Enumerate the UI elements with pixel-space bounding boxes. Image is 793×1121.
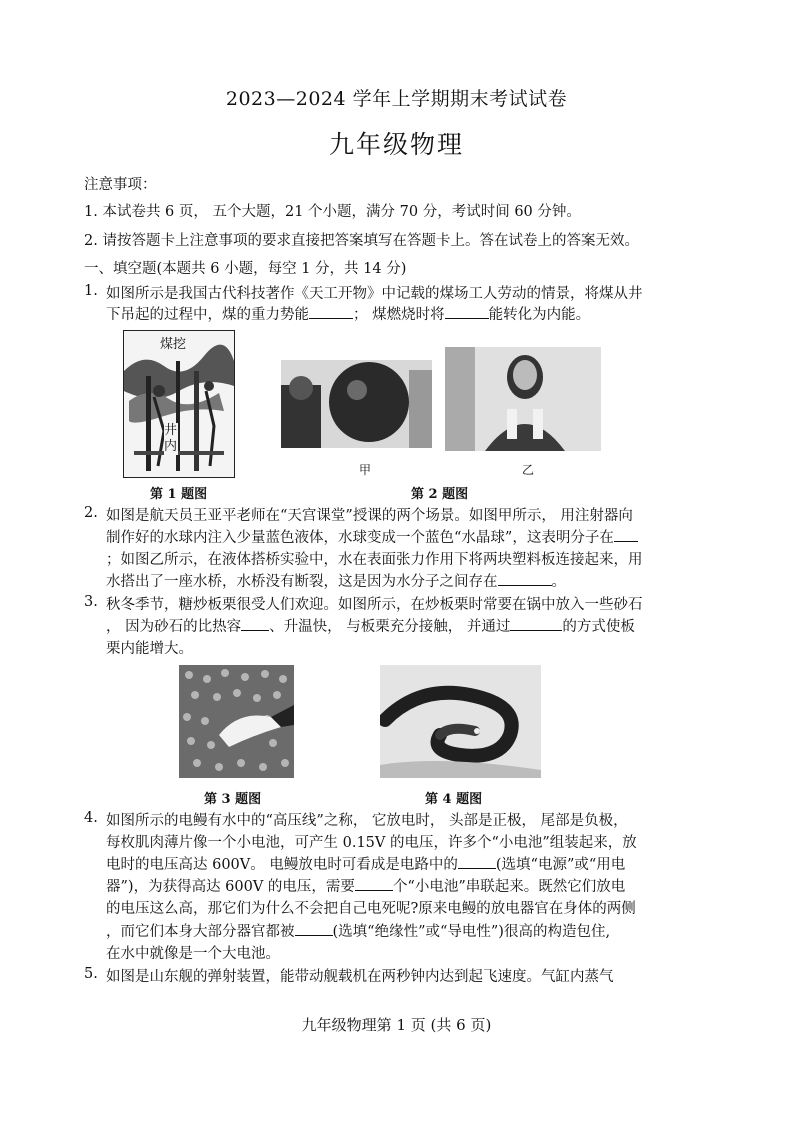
question-5-line-1: 如图是山东舰的弹射装置，能带动舰载机在两秒钟内达到起飞速度。气缸内蒸气 (106, 969, 614, 985)
water-ball-photo-icon (281, 360, 432, 448)
question-1-text-a: 下吊起的过程中，煤的重力势能 (106, 307, 309, 323)
answer-blank (295, 921, 333, 936)
figure-4-caption: 第 4 题图 (425, 792, 483, 807)
question-3-line-1: 秋冬季节，糖炒板栗很受人们欢迎。如图所示，在炒板栗时常要在锅中放入一些砂石 (106, 597, 643, 613)
question-2-line-1: 如图是航天员王亚平老师在“天宫课堂”授课的两个场景。如图甲所示， 用注射器向 (106, 508, 633, 524)
question-3-line-3: 栗内能增大。 (106, 641, 193, 657)
question-1-line-2 (106, 304, 590, 326)
question-4-text-a: 电时的电压高达 600V。 电鳗放电时可看成是电路中的 (106, 857, 458, 873)
question-number: 3. (84, 594, 98, 610)
electric-eel-photo-icon (380, 665, 541, 778)
question-4-text-c: 器”)，为获得高达 600V 的电压，需要 (106, 879, 355, 895)
question-3-text-c: 的方式使板 (562, 619, 635, 635)
question-number: 4. (84, 810, 98, 826)
question-1-line-1: 如图所示是我国古代科技著作《天工开物》中记载的煤场工人劳动的情景，将煤从井 (106, 286, 643, 302)
question-number: 2. (84, 505, 98, 521)
answer-blank (614, 527, 638, 542)
section-heading-fill-blank: 一、填空题(本题共 6 小题，每空 1 分，共 14 分) (84, 261, 407, 277)
question-2-line-4 (106, 571, 566, 593)
answer-blank (309, 304, 353, 319)
notice-item-1: 1. 本试卷共 6 页， 五个大题，21 个小题，满分 70 分，考试时间 60 分钟。 (84, 204, 581, 220)
question-number: 5. (84, 966, 98, 982)
question-3-line-2 (106, 616, 635, 638)
question-4-line-4 (106, 876, 625, 898)
figure-3-chestnuts-image (179, 665, 294, 778)
woodcut-illustration-icon (124, 331, 234, 477)
figure-1-caption: 第 1 题图 (150, 487, 208, 502)
question-1-text-b: ； 煤燃烧时将 (353, 307, 445, 323)
answer-blank (458, 854, 496, 869)
answer-blank (355, 876, 393, 891)
chestnut-sand-photo-icon (179, 665, 294, 778)
figure-1-woodcut-image (123, 330, 235, 478)
figure-2a-label: 甲 (359, 463, 372, 477)
question-3-text-b: 、升温快， 与板栗充分接触， 并通过 (269, 619, 511, 635)
question-4-text-d: 个“小电池”串联起来。既然它们放电 (392, 879, 626, 895)
figure-2b-label: 乙 (522, 463, 535, 477)
question-4-text-e: ，而它们本身大部分器官都被 (106, 924, 295, 940)
answer-blank (510, 616, 562, 631)
question-2-text-b: 水搭出了一座水桥，水桥没有断裂，这是因为水分子之间存在 (106, 574, 498, 590)
answer-blank (498, 571, 552, 586)
question-2-line-3: ；如图乙所示，在液体搭桥实验中，水在表面张力作用下将两块塑料板连接起来，用 (106, 552, 643, 568)
water-bridge-photo-icon (445, 347, 601, 451)
question-3-text-a: ， 因为砂石的比热容 (106, 619, 242, 635)
figure-2b-water-bridge-image (445, 347, 601, 451)
figure-1-label-top: 煤挖 (160, 333, 186, 352)
question-4-line-1: 如图所示的电鳗有水中的“高压线”之称， 它放电时， 头部是正极， 尾部是负极， (106, 813, 628, 829)
question-4-text-b: (选填“电源”或“用电 (495, 857, 626, 873)
question-4-line-3 (106, 854, 625, 876)
question-2-text-c: 。 (551, 574, 566, 590)
question-1-text-c: 能转化为内能。 (488, 307, 591, 323)
page-footer: 九年级物理第 1 页 (共 6 页) (301, 1016, 492, 1034)
question-4-line-6 (106, 921, 610, 943)
figure-2a-water-ball-image (281, 360, 432, 448)
subject-title: 九年级物理 (328, 130, 464, 159)
question-number: 1. (84, 283, 98, 299)
figure-4-electric-eel-image (380, 665, 541, 778)
question-2-text-a: 制作好的水球内注入少量蓝色液体，水球变成一个蓝色“水晶球”，这表明分子在 (106, 530, 614, 546)
answer-blank (241, 616, 269, 631)
figure-1-label-side: 井内 (164, 423, 178, 454)
answer-blank (445, 304, 489, 319)
figure-2-caption: 第 2 题图 (411, 487, 469, 502)
question-4-line-5: 的电压这么高，那它们为什么不会把自己电死呢?原来电鳗的放电器官在身体的两侧 (106, 901, 636, 917)
question-2-line-2 (106, 527, 638, 549)
exam-title: 2023—2024 学年上学期期末考试试卷 (225, 88, 568, 110)
figure-3-caption: 第 3 题图 (204, 792, 262, 807)
question-4-line-7: 在水中就像是一个大电池。 (106, 946, 280, 962)
notice-item-2: 2. 请按答题卡上注意事项的要求直接把答案填写在答题卡上。答在试卷上的答案无效。 (84, 233, 639, 249)
notice-heading: 注意事项： (84, 177, 157, 193)
question-4-text-f: (选填“绝缘性”或“导电性”)很高的构造包住, (332, 924, 611, 940)
question-4-line-2: 每枚肌肉薄片像一个小电池，可产生 0.15V 的电压，许多个“小电池”组装起来，放 (106, 835, 637, 851)
